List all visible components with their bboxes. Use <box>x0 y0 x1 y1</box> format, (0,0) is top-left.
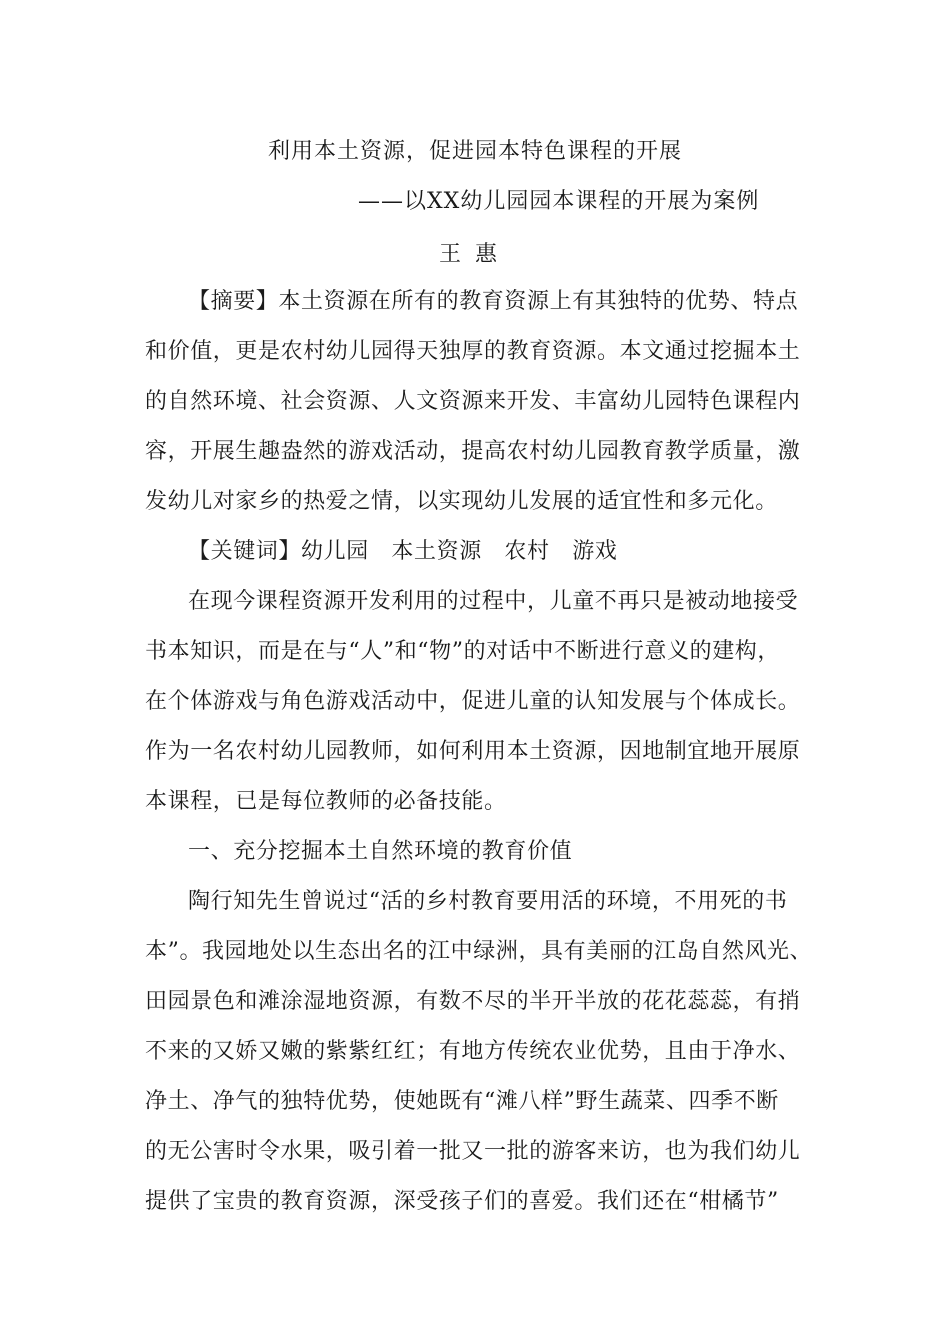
body-line: 提供了宝贵的教育资源，深受孩子们的喜爱。我们还在“柑橘节” <box>145 1189 779 1214</box>
body-line: 的无公害时令水果，吸引着一批又一批的游客来访，也为我们幼儿 <box>145 1139 801 1164</box>
body-line: 本”。我园地处以生态出名的江中绿洲，具有美丽的江岛自然风光、 <box>145 939 813 964</box>
body-line: 书本知识，而是在与“人”和“物”的对话中不断进行意义的建构， <box>145 639 780 664</box>
body-line: 在个体游戏与角色游戏活动中，促进儿童的认知发展与个体成长。 <box>145 689 801 714</box>
body-line: 作为一名农村幼儿园教师，如何利用本土资源，因地制宜地开展原 <box>145 739 801 764</box>
body-line: 在现今课程资源开发利用的过程中，儿童不再只是被动地接受 <box>188 589 799 614</box>
section-heading: 一、充分挖掘本土自然环境的教育价值 <box>188 839 573 864</box>
abstract-line: 的自然环境、社会资源、人文资源来开发、丰富幼儿园特色课程内 <box>145 389 801 414</box>
abstract-line: 发幼儿对家乡的热爱之情，以实现幼儿发展的适宜性和多元化。 <box>145 489 778 514</box>
body-line: 不来的又娇又嫩的紫紫红红；有地方传统农业优势，且由于净水、 <box>145 1039 801 1064</box>
document-title: 利用本土资源，促进园本特色课程的开展 <box>267 139 682 164</box>
body-line: 本课程，已是每位教师的必备技能。 <box>145 789 507 814</box>
body-line: 陶行知先生曾说过“活的乡村教育要用活的环境，不用死的书 <box>188 889 788 914</box>
body-line: 净土、净气的独特优势，使她既有“滩八样”野生蔬菜、四季不断 <box>145 1089 779 1114</box>
author-name: 王惠 <box>438 242 511 267</box>
abstract-line: 和价值，更是农村幼儿园得天独厚的教育资源。本文通过挖掘本土 <box>145 339 801 364</box>
keywords-line: 【关键词】幼儿园 本土资源 农村 游戏 <box>188 539 618 564</box>
abstract-line: 容，开展生趣盎然的游戏活动，提高农村幼儿园教育教学质量，激 <box>145 439 801 464</box>
document-subtitle: ——以XX幼儿园园本课程的开展为案例 <box>358 189 760 214</box>
body-line: 田园景色和滩涂湿地资源，有数不尽的半开半放的花花蕊蕊，有捎 <box>145 989 801 1014</box>
abstract-line: 【摘要】本土资源在所有的教育资源上有其独特的优势、特点 <box>188 289 799 314</box>
